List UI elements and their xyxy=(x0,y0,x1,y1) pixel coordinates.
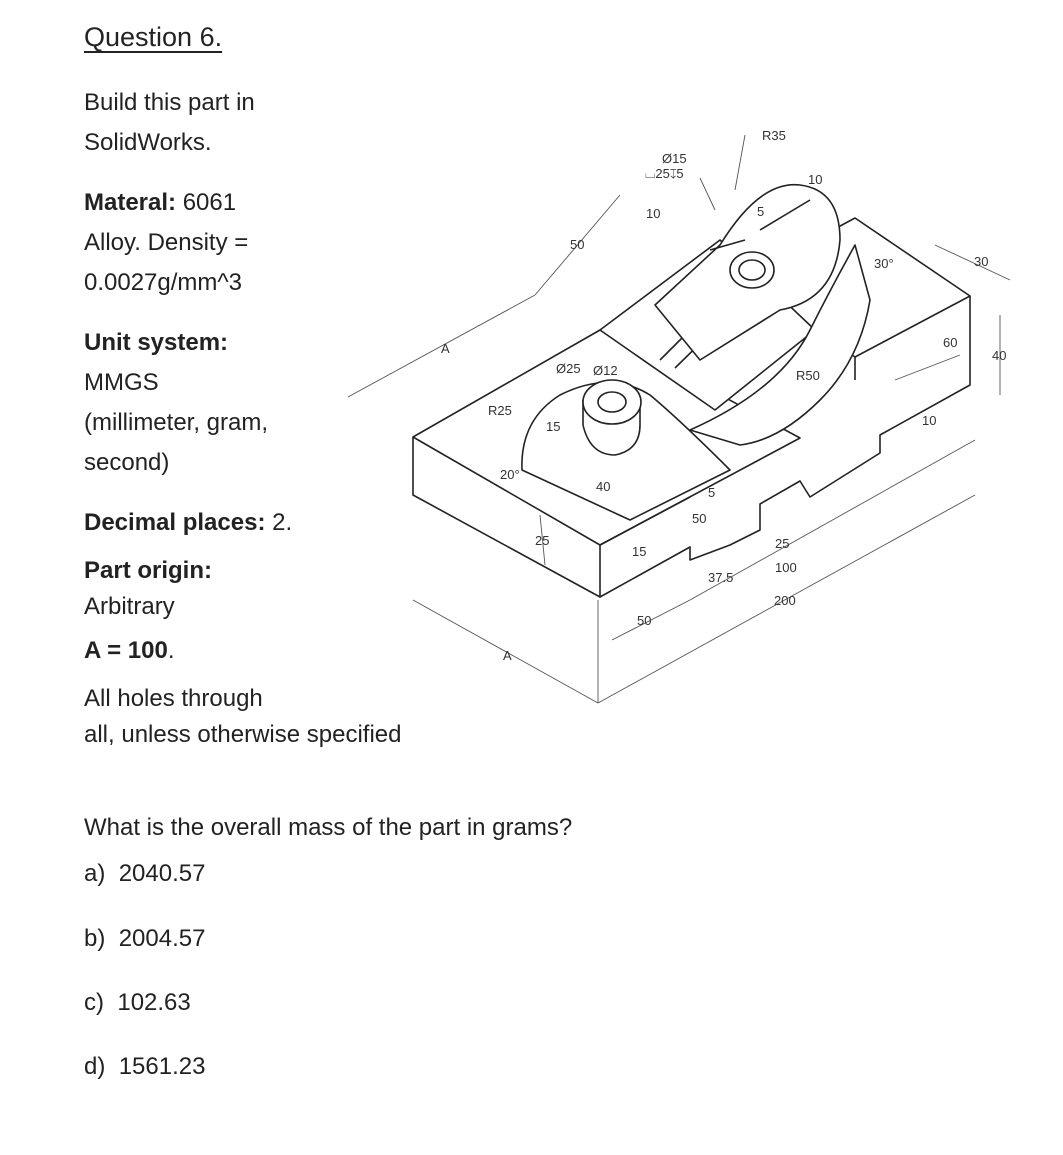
holes-note-line-2: all, unless otherwise specified xyxy=(84,721,402,748)
a-value-label: A = 100 xyxy=(84,637,168,664)
option-a-value: 2040.57 xyxy=(118,860,206,887)
decimal-places xyxy=(84,508,292,538)
decimal-places-label: Decimal places: xyxy=(84,509,266,536)
dim-10b: 10 xyxy=(808,172,823,187)
dim-a-lower: A xyxy=(503,648,512,663)
part-origin-value: Arbitrary xyxy=(84,593,175,620)
dim-40b: 40 xyxy=(596,479,611,494)
option-b-letter: b) xyxy=(84,925,106,952)
option-a[interactable] xyxy=(84,859,205,889)
dim-37-5: 37.5 xyxy=(708,570,734,585)
option-c-letter: c) xyxy=(84,989,104,1016)
material-value: 6061 xyxy=(182,189,237,216)
unit-system-line-3: second) xyxy=(84,449,170,476)
unit-system-line-2: (millimeter, gram, xyxy=(84,409,269,436)
dim-100: 100 xyxy=(775,560,797,575)
dim-30deg: 30° xyxy=(874,256,894,271)
option-d-value: 1561.23 xyxy=(118,1053,206,1080)
option-c-value: 102.63 xyxy=(117,989,191,1016)
cylinder-top xyxy=(583,380,641,424)
dim-10c: 10 xyxy=(922,413,937,428)
unit-system-label xyxy=(84,328,228,358)
isometric-part-drawing xyxy=(330,110,1040,720)
decimal-places-value: 2. xyxy=(272,509,293,536)
part-origin-label xyxy=(84,556,212,586)
dim-d25: Ø25 xyxy=(556,361,581,376)
a-value-suffix: . xyxy=(167,637,175,664)
question-text: What is the overall mass of the part in grams? xyxy=(84,814,573,841)
holes-note-line-1: All holes through xyxy=(84,685,263,712)
option-b[interactable] xyxy=(84,924,205,954)
dim-200: 200 xyxy=(774,593,796,608)
material-line-2: Alloy. Density = xyxy=(84,229,249,256)
dim-r25: R25 xyxy=(488,403,512,418)
dim-d15: Ø15 xyxy=(662,151,687,166)
dim-r50: R50 xyxy=(796,368,820,383)
option-d[interactable] xyxy=(84,1052,205,1082)
material-line-1 xyxy=(84,188,236,218)
dim-50-top: 50 xyxy=(570,237,585,252)
dim-5a: 5 xyxy=(757,204,765,219)
part-origin-label-text: Part origin: xyxy=(84,557,213,584)
dim-d12: Ø12 xyxy=(593,363,618,378)
material-label: Materal: xyxy=(84,189,177,216)
dim-50-mid: 50 xyxy=(692,511,707,526)
dim-cbore: ⌴25↧5 xyxy=(645,166,684,181)
option-a-letter: a) xyxy=(84,860,106,887)
dim-50-bot: 50 xyxy=(637,613,652,628)
dim-20deg: 20° xyxy=(500,467,520,482)
unit-system-line-1: MMGS xyxy=(84,369,159,396)
dim-25b: 25 xyxy=(775,536,790,551)
a-value xyxy=(84,636,175,666)
unit-system-label-text: Unit system: xyxy=(84,329,229,356)
cbore-outer xyxy=(730,252,774,288)
option-b-value: 2004.57 xyxy=(118,925,206,952)
dim-15a: 15 xyxy=(546,419,561,434)
dim-40: 40 xyxy=(992,348,1007,363)
option-c[interactable] xyxy=(84,988,191,1018)
intro-line-1: Build this part in xyxy=(84,89,255,116)
dim-5b: 5 xyxy=(708,485,716,500)
dim-25a: 25 xyxy=(535,533,550,548)
material-line-3: 0.0027g/mm^3 xyxy=(84,269,243,296)
dim-r35: R35 xyxy=(762,128,786,143)
dim-a-upper: A xyxy=(441,341,450,356)
option-d-letter: d) xyxy=(84,1053,106,1080)
question-title: Question 6. xyxy=(84,22,223,52)
dim-60: 60 xyxy=(943,335,958,350)
intro-line-2: SolidWorks. xyxy=(84,129,212,156)
dim-15b: 15 xyxy=(632,544,647,559)
dim-10a: 10 xyxy=(646,206,661,221)
dim-30: 30 xyxy=(974,254,989,269)
